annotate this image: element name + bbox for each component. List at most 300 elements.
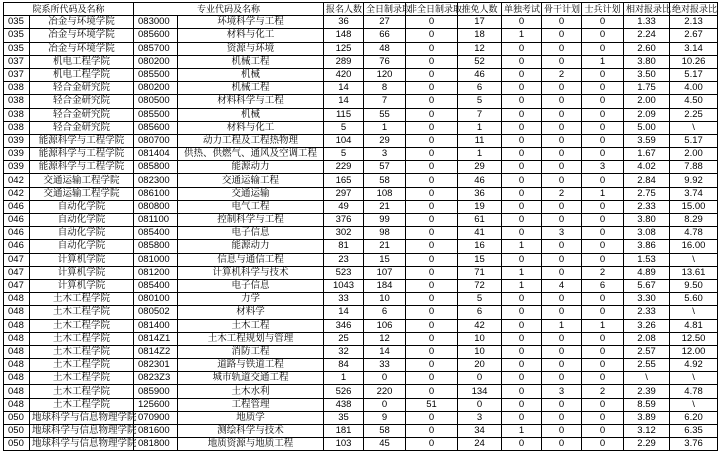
cell-applicants: 346	[324, 319, 364, 332]
cell-applicants: 115	[324, 108, 364, 121]
cell-parttime-admitted: 0	[406, 293, 458, 306]
cell-major-code: 082301	[134, 359, 178, 372]
cell-soldier-plan: 0	[582, 108, 624, 121]
cell-soldier-plan: 0	[582, 425, 624, 438]
cell-dept-name: 土木工程学院	[30, 385, 134, 398]
cell-dept-code: 050	[4, 425, 30, 438]
cell-recommended: 10	[458, 332, 502, 345]
cell-major-code: 080200	[134, 82, 178, 95]
cell-recommended: 3	[458, 411, 502, 424]
cell-fulltime-admitted: 9	[364, 411, 406, 424]
cell-parttime-admitted: 0	[406, 306, 458, 319]
cell-dept-name: 土木工程学院	[30, 319, 134, 332]
cell-applicants: 5	[324, 121, 364, 134]
cell-major-name: 材料与化工	[178, 121, 324, 134]
cell-dept-code: 035	[4, 42, 30, 55]
table-row	[4, 253, 718, 266]
cell-major-name: 材料与化工	[178, 29, 324, 42]
header-backbone-plan: 骨干计划	[542, 3, 582, 16]
cell-independent-exam: 0	[502, 42, 542, 55]
cell-dept-name: 轻合金研究院	[30, 95, 134, 108]
cell-major-code: 085900	[134, 385, 178, 398]
cell-major-name: 供热、供燃气、通风及空调工程	[178, 148, 324, 161]
cell-dept-code: 046	[4, 240, 30, 253]
cell-dept-code: 048	[4, 398, 30, 411]
cell-soldier-plan: 0	[582, 345, 624, 358]
cell-dept-name: 计算机学院	[30, 279, 134, 292]
cell-fulltime-admitted: 0	[364, 398, 406, 411]
cell-fulltime-admitted: 55	[364, 108, 406, 121]
table-row	[4, 227, 718, 240]
table-row	[4, 240, 718, 253]
cell-soldier-plan: 0	[582, 148, 624, 161]
cell-independent-exam: 0	[502, 411, 542, 424]
cell-absolute-ratio: 3.74	[670, 187, 718, 200]
cell-soldier-plan: 0	[582, 134, 624, 147]
cell-major-name: 能源动力	[178, 240, 324, 253]
cell-backbone-plan: 0	[542, 55, 582, 68]
cell-independent-exam: 0	[502, 187, 542, 200]
cell-soldier-plan: 0	[582, 174, 624, 187]
cell-soldier-plan: 0	[582, 438, 624, 451]
cell-relative-ratio: 2.33	[624, 306, 670, 319]
cell-backbone-plan: 0	[542, 332, 582, 345]
cell-applicants: 14	[324, 95, 364, 108]
cell-absolute-ratio: 5.17	[670, 68, 718, 81]
table-row	[4, 411, 718, 424]
cell-major-code: 0823Z3	[134, 372, 178, 385]
cell-relative-ratio: 1.53	[624, 253, 670, 266]
cell-soldier-plan: 1	[582, 187, 624, 200]
cell-absolute-ratio: 4.92	[670, 359, 718, 372]
cell-absolute-ratio: 4.50	[670, 95, 718, 108]
cell-absolute-ratio: 8.29	[670, 214, 718, 227]
cell-fulltime-admitted: 10	[364, 293, 406, 306]
cell-applicants: 23	[324, 253, 364, 266]
cell-relative-ratio: 2.39	[624, 385, 670, 398]
cell-applicants: 5	[324, 148, 364, 161]
cell-applicants: 229	[324, 161, 364, 174]
cell-fulltime-admitted: 58	[364, 425, 406, 438]
cell-applicants: 35	[324, 411, 364, 424]
cell-recommended: 15	[458, 253, 502, 266]
cell-independent-exam: 0	[502, 319, 542, 332]
cell-backbone-plan: 3	[542, 385, 582, 398]
cell-major-code: 082300	[134, 174, 178, 187]
cell-absolute-ratio: 2.13	[670, 16, 718, 29]
cell-fulltime-admitted: 1	[364, 121, 406, 134]
cell-dept-name: 土木工程学院	[30, 306, 134, 319]
cell-fulltime-admitted: 106	[364, 319, 406, 332]
cell-independent-exam: 0	[502, 174, 542, 187]
cell-independent-exam: 0	[502, 293, 542, 306]
cell-relative-ratio: 2.00	[624, 95, 670, 108]
cell-major-code: 081600	[134, 425, 178, 438]
cell-recommended: 134	[458, 385, 502, 398]
cell-relative-ratio: 1.75	[624, 82, 670, 95]
cell-recommended: 24	[458, 438, 502, 451]
table-row	[4, 68, 718, 81]
cell-applicants: 526	[324, 385, 364, 398]
cell-backbone-plan: 0	[542, 240, 582, 253]
cell-major-code: 085400	[134, 227, 178, 240]
cell-major-code: 085600	[134, 29, 178, 42]
cell-recommended: 19	[458, 200, 502, 213]
cell-soldier-plan: 0	[582, 42, 624, 55]
table-row	[4, 16, 718, 29]
cell-relative-ratio: 2.09	[624, 108, 670, 121]
table-row	[4, 174, 718, 187]
cell-parttime-admitted: 0	[406, 266, 458, 279]
cell-dept-name: 土木工程学院	[30, 398, 134, 411]
cell-applicants: 438	[324, 398, 364, 411]
cell-absolute-ratio: 5.60	[670, 293, 718, 306]
cell-recommended: 61	[458, 214, 502, 227]
cell-major-code: 081404	[134, 148, 178, 161]
table-row	[4, 345, 718, 358]
cell-parttime-admitted: 0	[406, 108, 458, 121]
cell-soldier-plan: 0	[582, 398, 624, 411]
cell-independent-exam: 0	[502, 16, 542, 29]
cell-relative-ratio: 2.24	[624, 29, 670, 42]
cell-parttime-admitted: 0	[406, 29, 458, 42]
cell-independent-exam: 0	[502, 359, 542, 372]
cell-recommended: 6	[458, 306, 502, 319]
cell-applicants: 376	[324, 214, 364, 227]
cell-fulltime-admitted: 107	[364, 266, 406, 279]
cell-independent-exam: 0	[502, 438, 542, 451]
table-row	[4, 438, 718, 451]
cell-recommended: 18	[458, 29, 502, 42]
cell-relative-ratio: 3.12	[624, 425, 670, 438]
cell-fulltime-admitted: 57	[364, 161, 406, 174]
cell-major-name: 资源与环境	[178, 42, 324, 55]
cell-absolute-ratio: 4.00	[670, 82, 718, 95]
cell-major-name: 能源动力	[178, 161, 324, 174]
cell-recommended: 41	[458, 227, 502, 240]
cell-fulltime-admitted: 0	[364, 372, 406, 385]
cell-applicants: 84	[324, 359, 364, 372]
cell-backbone-plan: 0	[542, 306, 582, 319]
cell-major-name: 环境科学与工程	[178, 16, 324, 29]
cell-major-name: 城市轨道交通工程	[178, 372, 324, 385]
cell-absolute-ratio: 4.78	[670, 227, 718, 240]
cell-recommended: 0	[458, 398, 502, 411]
cell-major-code: 085800	[134, 161, 178, 174]
cell-dept-code: 042	[4, 174, 30, 187]
cell-major-name: 交通运输工程	[178, 174, 324, 187]
cell-applicants: 297	[324, 187, 364, 200]
cell-applicants: 165	[324, 174, 364, 187]
table-row	[4, 293, 718, 306]
cell-parttime-admitted: 0	[406, 187, 458, 200]
cell-dept-name: 冶金与环境学院	[30, 29, 134, 42]
cell-recommended: 11	[458, 134, 502, 147]
cell-parttime-admitted: 0	[406, 121, 458, 134]
cell-backbone-plan: 0	[542, 293, 582, 306]
cell-dept-name: 土木工程学院	[30, 372, 134, 385]
cell-backbone-plan: 0	[542, 95, 582, 108]
cell-relative-ratio: 1.67	[624, 148, 670, 161]
cell-soldier-plan: 0	[582, 29, 624, 42]
cell-major-name: 地质资源与地质工程	[178, 438, 324, 451]
cell-independent-exam: 0	[502, 306, 542, 319]
table-row	[4, 385, 718, 398]
cell-recommended: 72	[458, 279, 502, 292]
cell-applicants: 181	[324, 425, 364, 438]
cell-dept-code: 046	[4, 200, 30, 213]
cell-major-name: 电气工程	[178, 200, 324, 213]
cell-soldier-plan: 0	[582, 227, 624, 240]
cell-major-name: 电子信息	[178, 279, 324, 292]
cell-independent-exam: 1	[502, 240, 542, 253]
cell-major-name: 地质学	[178, 411, 324, 424]
cell-relative-ratio: 8.59	[624, 398, 670, 411]
cell-parttime-admitted: 0	[406, 279, 458, 292]
cell-backbone-plan: 0	[542, 42, 582, 55]
cell-major-name: 土木工程规划与管理	[178, 332, 324, 345]
cell-independent-exam: 0	[502, 68, 542, 81]
cell-independent-exam: 0	[502, 227, 542, 240]
table-row	[4, 42, 718, 55]
cell-backbone-plan: 0	[542, 398, 582, 411]
cell-backbone-plan: 0	[542, 174, 582, 187]
cell-soldier-plan: 0	[582, 68, 624, 81]
cell-independent-exam: 0	[502, 398, 542, 411]
cell-applicants: 49	[324, 200, 364, 213]
cell-major-name: 机械工程	[178, 82, 324, 95]
cell-independent-exam: 0	[502, 161, 542, 174]
cell-dept-code: 037	[4, 68, 30, 81]
cell-fulltime-admitted: 45	[364, 438, 406, 451]
cell-relative-ratio: 3.30	[624, 293, 670, 306]
cell-fulltime-admitted: 12	[364, 332, 406, 345]
cell-fulltime-admitted: 3	[364, 148, 406, 161]
cell-relative-ratio: 2.57	[624, 345, 670, 358]
cell-absolute-ratio: 12.50	[670, 332, 718, 345]
table-row	[4, 55, 718, 68]
cell-dept-code: 048	[4, 385, 30, 398]
cell-relative-ratio: 3.89	[624, 411, 670, 424]
cell-dept-name: 自动化学院	[30, 240, 134, 253]
cell-independent-exam: 0	[502, 148, 542, 161]
header-absolute-ratio: 绝对报录比	[670, 3, 718, 16]
cell-dept-name: 土木工程学院	[30, 345, 134, 358]
cell-relative-ratio: 2.60	[624, 42, 670, 55]
cell-dept-name: 能源科学与工程学院	[30, 134, 134, 147]
cell-soldier-plan: 0	[582, 372, 624, 385]
cell-independent-exam: 0	[502, 95, 542, 108]
cell-absolute-ratio: \	[670, 398, 718, 411]
cell-backbone-plan: 0	[542, 148, 582, 161]
cell-dept-code: 047	[4, 279, 30, 292]
cell-recommended: 6	[458, 82, 502, 95]
table-row	[4, 29, 718, 42]
cell-dept-name: 计算机学院	[30, 253, 134, 266]
cell-absolute-ratio: 12.00	[670, 345, 718, 358]
cell-independent-exam: 1	[502, 29, 542, 42]
cell-recommended: 71	[458, 266, 502, 279]
cell-fulltime-admitted: 48	[364, 42, 406, 55]
cell-soldier-plan: 0	[582, 121, 624, 134]
header-major: 专业代码及名称	[134, 3, 324, 16]
cell-relative-ratio: 2.75	[624, 187, 670, 200]
cell-major-code: 085400	[134, 279, 178, 292]
cell-relative-ratio: 3.80	[624, 214, 670, 227]
cell-fulltime-admitted: 27	[364, 16, 406, 29]
cell-major-name: 电子信息	[178, 227, 324, 240]
cell-dept-code: 048	[4, 372, 30, 385]
cell-relative-ratio: 1.33	[624, 16, 670, 29]
cell-recommended: 42	[458, 319, 502, 332]
cell-major-code: 080200	[134, 55, 178, 68]
cell-dept-code: 047	[4, 266, 30, 279]
header-independent-exam: 单独考试	[502, 3, 542, 16]
cell-fulltime-admitted: 98	[364, 227, 406, 240]
cell-independent-exam: 0	[502, 200, 542, 213]
table-row	[4, 95, 718, 108]
header-department: 院系所代码及名称	[4, 3, 134, 16]
table-body	[4, 16, 718, 451]
cell-dept-code: 038	[4, 82, 30, 95]
cell-fulltime-admitted: 184	[364, 279, 406, 292]
cell-independent-exam: 0	[502, 332, 542, 345]
cell-major-name: 材料科学与工程	[178, 95, 324, 108]
table-row	[4, 398, 718, 411]
cell-fulltime-admitted: 66	[364, 29, 406, 42]
cell-dept-name: 轻合金研究院	[30, 82, 134, 95]
cell-absolute-ratio: 3.76	[670, 438, 718, 451]
cell-major-code: 080500	[134, 95, 178, 108]
cell-dept-name: 自动化学院	[30, 200, 134, 213]
cell-recommended: 52	[458, 55, 502, 68]
cell-fulltime-admitted: 8	[364, 82, 406, 95]
cell-dept-name: 土木工程学院	[30, 332, 134, 345]
cell-major-name: 材料学	[178, 306, 324, 319]
cell-independent-exam: 0	[502, 214, 542, 227]
cell-parttime-admitted: 0	[406, 372, 458, 385]
cell-parttime-admitted: 0	[406, 253, 458, 266]
cell-recommended: 17	[458, 16, 502, 29]
cell-recommended: 10	[458, 345, 502, 358]
cell-backbone-plan: 0	[542, 345, 582, 358]
cell-absolute-ratio: \	[670, 253, 718, 266]
cell-backbone-plan: 0	[542, 134, 582, 147]
cell-soldier-plan: 0	[582, 200, 624, 213]
cell-independent-exam: 0	[502, 253, 542, 266]
cell-relative-ratio: 3.26	[624, 319, 670, 332]
cell-relative-ratio: 5.67	[624, 279, 670, 292]
cell-soldier-plan: 2	[582, 266, 624, 279]
cell-soldier-plan: 0	[582, 82, 624, 95]
cell-fulltime-admitted: 108	[364, 187, 406, 200]
cell-independent-exam: 1	[502, 279, 542, 292]
table-row	[4, 200, 718, 213]
cell-parttime-admitted: 0	[406, 411, 458, 424]
cell-major-code: 085500	[134, 108, 178, 121]
cell-dept-code: 048	[4, 306, 30, 319]
cell-dept-name: 能源科学与工程学院	[30, 161, 134, 174]
table-row	[4, 148, 718, 161]
table-row	[4, 82, 718, 95]
cell-major-code: 081400	[134, 319, 178, 332]
cell-applicants: 32	[324, 345, 364, 358]
cell-dept-code: 047	[4, 253, 30, 266]
cell-soldier-plan: 3	[582, 161, 624, 174]
table-row	[4, 187, 718, 200]
cell-absolute-ratio: 9.50	[670, 279, 718, 292]
cell-parttime-admitted: 0	[406, 174, 458, 187]
cell-major-name: 信息与通信工程	[178, 253, 324, 266]
cell-dept-name: 计算机学院	[30, 266, 134, 279]
cell-dept-code: 048	[4, 345, 30, 358]
cell-applicants: 14	[324, 306, 364, 319]
cell-major-name: 动力工程及工程热物理	[178, 134, 324, 147]
cell-relative-ratio: 3.08	[624, 227, 670, 240]
cell-major-name: 机械	[178, 68, 324, 81]
cell-applicants: 125	[324, 42, 364, 55]
cell-major-name: 道路与铁道工程	[178, 359, 324, 372]
cell-parttime-admitted: 0	[406, 425, 458, 438]
cell-independent-exam: 0	[502, 372, 542, 385]
cell-major-code: 085600	[134, 121, 178, 134]
cell-absolute-ratio: 2.67	[670, 29, 718, 42]
cell-relative-ratio: 3.59	[624, 134, 670, 147]
cell-recommended: 46	[458, 68, 502, 81]
cell-soldier-plan: 1	[582, 55, 624, 68]
cell-major-name: 测绘科学与技术	[178, 425, 324, 438]
cell-backbone-plan: 0	[542, 425, 582, 438]
table-row	[4, 359, 718, 372]
cell-major-code: 085700	[134, 42, 178, 55]
cell-dept-code: 039	[4, 148, 30, 161]
cell-dept-code: 037	[4, 55, 30, 68]
cell-fulltime-admitted: 33	[364, 359, 406, 372]
cell-independent-exam: 0	[502, 82, 542, 95]
cell-backbone-plan: 4	[542, 279, 582, 292]
cell-recommended: 5	[458, 95, 502, 108]
cell-recommended: 12	[458, 42, 502, 55]
cell-fulltime-admitted: 21	[364, 200, 406, 213]
cell-applicants: 81	[324, 240, 364, 253]
cell-major-name: 消防工程	[178, 345, 324, 358]
cell-soldier-plan: 0	[582, 214, 624, 227]
cell-fulltime-admitted: 220	[364, 385, 406, 398]
cell-absolute-ratio: 4.78	[670, 385, 718, 398]
cell-major-code: 125600	[134, 398, 178, 411]
cell-backbone-plan: 0	[542, 214, 582, 227]
table-row	[4, 279, 718, 292]
cell-recommended: 20	[458, 359, 502, 372]
table-row	[4, 306, 718, 319]
cell-backbone-plan: 0	[542, 16, 582, 29]
cell-independent-exam: 0	[502, 385, 542, 398]
cell-absolute-ratio: 16.00	[670, 240, 718, 253]
cell-parttime-admitted: 0	[406, 214, 458, 227]
cell-relative-ratio: 2.55	[624, 359, 670, 372]
cell-independent-exam: 0	[502, 55, 542, 68]
cell-dept-name: 机电工程学院	[30, 68, 134, 81]
cell-backbone-plan: 0	[542, 200, 582, 213]
cell-applicants: 523	[324, 266, 364, 279]
cell-dept-name: 地球科学与信息物理学院	[30, 411, 134, 424]
cell-parttime-admitted: 0	[406, 55, 458, 68]
cell-dept-name: 冶金与环境学院	[30, 16, 134, 29]
cell-independent-exam: 1	[502, 425, 542, 438]
cell-backbone-plan: 0	[542, 372, 582, 385]
cell-backbone-plan: 0	[542, 411, 582, 424]
table-row	[4, 319, 718, 332]
